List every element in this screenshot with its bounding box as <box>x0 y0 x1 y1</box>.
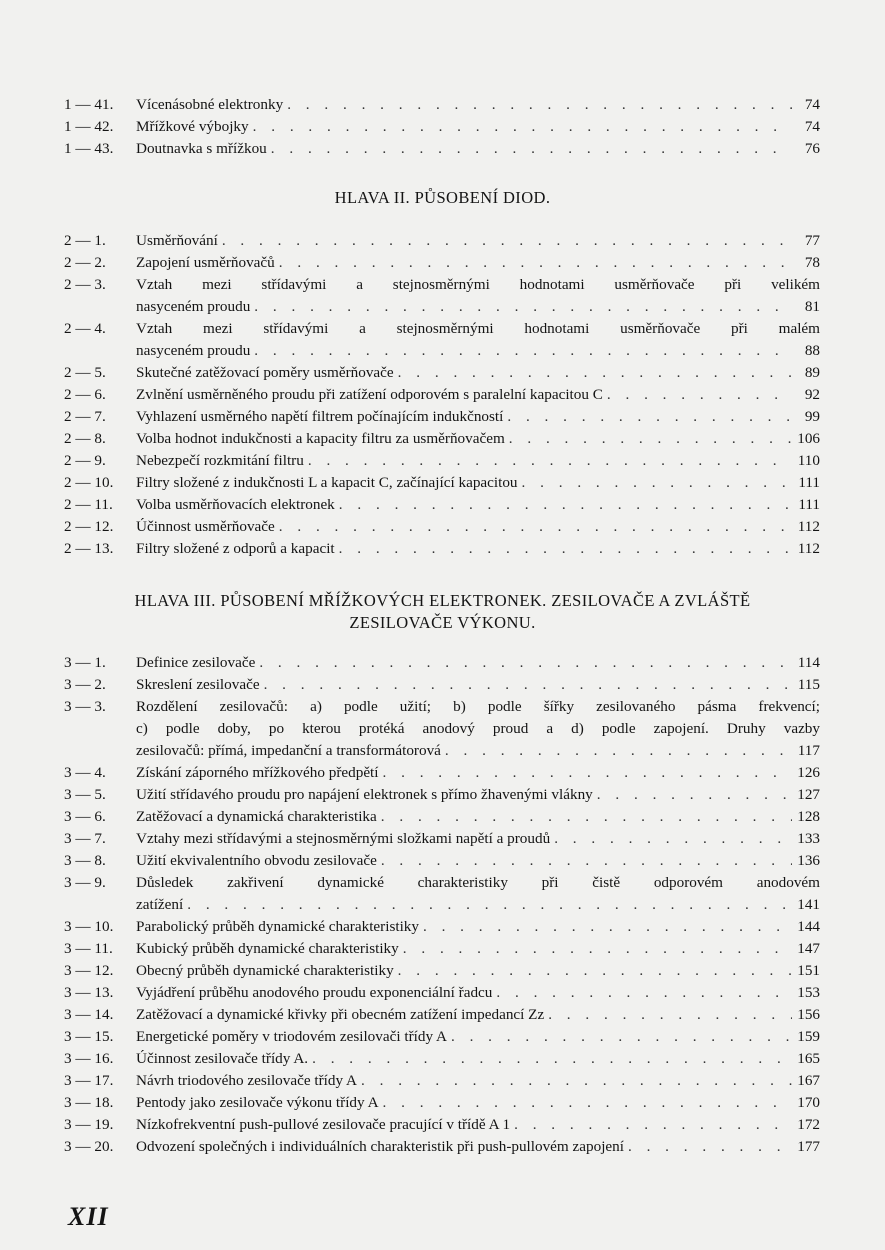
toc-entry <box>64 94 820 116</box>
dot-leader <box>287 94 792 116</box>
dot-leader <box>339 494 792 516</box>
dot-leader <box>312 1048 792 1070</box>
dot-leader <box>554 828 792 850</box>
dot-leader <box>361 1070 792 1092</box>
toc-entry-title: Získání záporného mřížkového předpětí <box>136 764 379 781</box>
toc-entry-title: Usměrňování <box>136 232 218 249</box>
toc-entry-title-line: Vztah mezi střídavými a stejnosměrnými hodnotami usměrňovače při malém <box>136 320 820 337</box>
toc-entry-page: 147 <box>797 940 820 957</box>
toc-entry <box>64 806 820 828</box>
toc-entry-title: Vztahy mezi střídavými a stejnosměrnými složkami napětí a proudů <box>136 830 551 847</box>
toc-entry <box>64 138 820 160</box>
toc-entry <box>64 762 820 784</box>
toc-entry-page: 99 <box>804 408 820 425</box>
toc-entry-page: 74 <box>804 118 820 135</box>
toc-entry-title: Kubický průběh dynamické charakteristiky <box>136 940 399 957</box>
toc-entry <box>64 252 820 274</box>
dot-leader <box>381 850 792 872</box>
toc-entry <box>64 872 820 916</box>
toc-entry <box>64 384 820 406</box>
toc-entry <box>64 1048 820 1070</box>
toc-entry-page: 78 <box>804 254 820 271</box>
toc-entry <box>64 494 820 516</box>
toc-entry-number: 2 — 11. <box>64 496 113 513</box>
dot-leader <box>383 1092 792 1114</box>
dot-leader <box>509 428 792 450</box>
toc-entry <box>64 784 820 806</box>
toc-entry <box>64 938 820 960</box>
toc-entry-number: 2 — 12. <box>64 518 114 535</box>
toc-entry-page: 112 <box>797 540 820 557</box>
toc-entry-title: Mřížkové výbojky <box>136 118 249 135</box>
toc-entry <box>64 362 820 384</box>
toc-entry-number: 3 — 20. <box>64 1138 114 1155</box>
dot-leader <box>253 116 792 138</box>
dot-leader <box>423 916 792 938</box>
dot-leader <box>496 982 792 1004</box>
dot-leader <box>628 1136 792 1158</box>
toc-entry-number: 3 — 3. <box>64 698 106 715</box>
toc-entry-number: 3 — 8. <box>64 852 106 869</box>
toc-entry-number: 1 — 42. <box>64 118 114 135</box>
dot-leader <box>548 1004 792 1026</box>
toc-entry-title: Skutečné zatěžovací poměry usměrňovače <box>136 364 394 381</box>
toc-entry-number: 2 — 7. <box>64 408 106 425</box>
toc-entry-title: Zvlnění usměrněného proudu při zatížení odporovém s paralelní kapacitou C <box>136 386 603 403</box>
toc-entry-number: 3 — 13. <box>64 984 114 1001</box>
dot-leader <box>254 296 792 318</box>
toc-entry-number: 3 — 6. <box>64 808 106 825</box>
dot-leader <box>339 538 792 560</box>
toc-entry-number: 3 — 11. <box>64 940 113 957</box>
dot-leader <box>383 762 793 784</box>
toc-entry-number: 3 — 4. <box>64 764 106 781</box>
toc-entry-number: 1 — 43. <box>64 140 114 157</box>
toc-entry-number: 3 — 17. <box>64 1072 114 1089</box>
toc-entry <box>64 450 820 472</box>
toc-entry-number: 3 — 14. <box>64 1006 114 1023</box>
toc-entry-number: 2 — 5. <box>64 364 106 381</box>
toc-entry-title: Vyjádření průběhu anodového proudu exponenciální řadcu <box>136 984 493 1001</box>
toc-entry <box>64 230 820 252</box>
chapter-2-heading: HLAVA II. PŮSOBENÍ DIOD. <box>334 188 551 207</box>
toc-entry-title: Zatěžovací a dynamická charakteristika <box>136 808 377 825</box>
toc-entry-page: 141 <box>797 896 820 913</box>
toc-entry <box>64 916 820 938</box>
toc-entry-page: 151 <box>797 962 820 979</box>
toc-entry-title: Vyhlazení usměrného napětí filtrem počínajícím indukčností <box>136 408 504 425</box>
toc-entry-page: 126 <box>797 764 820 781</box>
toc-entry-title: Účinnost zesilovače třídy A. <box>136 1050 309 1067</box>
toc-entry-number: 2 — 3. <box>64 276 106 293</box>
toc-entry-page: 106 <box>797 430 820 447</box>
toc-entry-number: 3 — 5. <box>64 786 106 803</box>
chapter-3-heading-line-1: HLAVA III. PŮSOBENÍ MŘÍŽKOVÝCH ELEKTRONEK. ZESILOVAČE A ZVLÁŠTĚ <box>134 591 751 610</box>
dot-leader <box>398 362 792 384</box>
toc-entry-page: 92 <box>804 386 820 403</box>
toc-entry-title: Doutnavka s mřížkou <box>136 140 267 157</box>
toc-entry-page: 153 <box>797 984 820 1001</box>
toc-entry-number: 2 — 9. <box>64 452 106 469</box>
toc-entry <box>64 1004 820 1026</box>
toc-entry-page: 110 <box>797 452 820 469</box>
toc-entry-page: 170 <box>797 1094 820 1111</box>
toc-entry-number: 3 — 19. <box>64 1116 114 1133</box>
toc-entry-page: 159 <box>797 1028 820 1045</box>
toc-entry-title: Parabolický průběh dynamické charakteristiky <box>136 918 419 935</box>
dot-leader <box>271 138 792 160</box>
toc-entry-title-line: Rozdělení zesilovačů: a) podle užití; b) podle šířky zesilovaného pásma frekvencí; <box>136 698 820 715</box>
toc-entry-page: 77 <box>804 232 820 249</box>
toc-entry <box>64 1114 820 1136</box>
dot-leader <box>514 1114 792 1136</box>
dot-leader <box>597 784 792 806</box>
toc-entry <box>64 1026 820 1048</box>
toc-entry-page: 114 <box>797 654 820 671</box>
toc-entry <box>64 696 820 762</box>
toc-entry-title: Účinnost usměrňovače <box>136 518 275 535</box>
toc-entry <box>64 982 820 1004</box>
dot-leader <box>279 516 792 538</box>
toc-entry-page: 111 <box>798 474 820 491</box>
dot-leader <box>259 652 792 674</box>
toc-entry-number: 2 — 13. <box>64 540 114 557</box>
dot-leader <box>445 740 792 762</box>
toc-entry <box>64 516 820 538</box>
toc-entry-title: Nebezpečí rozkmitání filtru <box>136 452 304 469</box>
dot-leader <box>607 384 792 406</box>
page-folio: XII <box>68 1202 109 1231</box>
dot-leader <box>507 406 792 428</box>
dot-leader <box>187 894 792 916</box>
toc-entry-title: Pentody jako zesilovače výkonu třídy A <box>136 1094 379 1111</box>
toc-entry-page: 128 <box>797 808 820 825</box>
toc-entry-number: 3 — 16. <box>64 1050 114 1067</box>
toc-entry-number: 2 — 2. <box>64 254 106 271</box>
toc-entry-title: Návrh triodového zesilovače třídy A <box>136 1072 357 1089</box>
toc-entry-title: zesilovačů: přímá, impedanční a transformátorová <box>136 742 441 759</box>
toc-entry-title: Odvození společných i individuálních charakteristik při push-pullovém zapojení <box>136 1138 624 1155</box>
toc-entry-number: 2 — 6. <box>64 386 106 403</box>
toc-entry-title: Filtry složené z indukčnosti L a kapacit C, začínající kapacitou <box>136 474 518 491</box>
toc-entry <box>64 652 820 674</box>
toc-entry-page: 112 <box>797 518 820 535</box>
dot-leader <box>254 340 792 362</box>
toc-entry-number: 3 — 1. <box>64 654 106 671</box>
toc-entry-number: 3 — 18. <box>64 1094 114 1111</box>
toc-entry-number: 3 — 7. <box>64 830 106 847</box>
toc-entry-title: Volba hodnot indukčnosti a kapacity filtru za usměrňovačem <box>136 430 505 447</box>
toc-entry-number: 2 — 1. <box>64 232 106 249</box>
toc-entry <box>64 116 820 138</box>
toc-entry-title: Energetické poměry v triodovém zesilovači třídy A <box>136 1028 447 1045</box>
toc-entry-page: 74 <box>804 96 820 113</box>
toc-entry-page: 117 <box>797 742 820 759</box>
toc-entry-title: Nízkofrekventní push-pullové zesilovače pracující v třídě A 1 <box>136 1116 511 1133</box>
toc-entry-page: 111 <box>798 496 820 513</box>
toc-entry-number: 2 — 8. <box>64 430 106 447</box>
toc-entry-page: 81 <box>804 298 820 315</box>
toc-entry-title: nasyceném proudu <box>136 342 251 359</box>
toc-entry-page: 165 <box>797 1050 820 1067</box>
dot-leader <box>398 960 792 982</box>
toc-entry <box>64 1070 820 1092</box>
dot-leader <box>222 230 792 252</box>
dot-leader <box>451 1026 792 1048</box>
toc-entry-number: 3 — 15. <box>64 1028 114 1045</box>
toc-entry-page: 144 <box>797 918 820 935</box>
toc-entry-title: Užití střídavého proudu pro napájení elektronek s přímo žhavenými vlákny <box>136 786 593 803</box>
toc-entry-title-line: Vztah mezi střídavými a stejnosměrnými hodnotami usměrňovače při velikém <box>136 276 820 293</box>
toc-entry-title: Filtry složené z odporů a kapacit <box>136 540 335 557</box>
toc-entry-number: 3 — 12. <box>64 962 114 979</box>
toc-entry-title: Obecný průběh dynamické charakteristiky <box>136 962 394 979</box>
toc-entry-title: Zapojení usměrňovačů <box>136 254 275 271</box>
toc-entry-number: 3 — 2. <box>64 676 106 693</box>
chapter-3-heading-line-2: ZESILOVAČE VÝKONU. <box>349 613 536 632</box>
toc-entry-page: 115 <box>797 676 820 693</box>
toc-entry <box>64 960 820 982</box>
toc-entry <box>64 318 820 362</box>
dot-leader <box>264 674 792 696</box>
toc-entry-title: Zatěžovací a dynamické křivky při obecném zatížení impedancí Zz <box>136 1006 545 1023</box>
toc-entry <box>64 850 820 872</box>
toc-entry-page: 177 <box>797 1138 820 1155</box>
toc-entry <box>64 674 820 696</box>
toc-entry-page: 156 <box>797 1006 820 1023</box>
toc-entry-title: Užití ekvivalentního obvodu zesilovače <box>136 852 377 869</box>
dot-leader <box>403 938 792 960</box>
dot-leader <box>381 806 792 828</box>
dot-leader <box>308 450 792 472</box>
toc-entry-page: 136 <box>797 852 820 869</box>
toc-entry-number: 2 — 10. <box>64 474 114 491</box>
toc-entry-page: 167 <box>797 1072 820 1089</box>
toc-entry <box>64 828 820 850</box>
toc-entry <box>64 472 820 494</box>
toc-entry-title: zatížení <box>136 896 184 913</box>
toc-entry-number: 1 — 41. <box>64 96 114 113</box>
toc-entry-title: nasyceném proudu <box>136 298 251 315</box>
toc-entry-page: 133 <box>797 830 820 847</box>
toc-entry <box>64 428 820 450</box>
toc-entry-title: Volba usměrňovacích elektronek <box>136 496 335 513</box>
toc-entry-number: 2 — 4. <box>64 320 106 337</box>
toc-entry-title-line: c) podle doby, po kterou protéká anodový proud a d) podle zapojení. Druhy vazby <box>136 720 820 737</box>
toc-entry-page: 76 <box>804 140 820 157</box>
toc-entry-title: Skreslení zesilovače <box>136 676 260 693</box>
toc-entry-number: 3 — 10. <box>64 918 114 935</box>
toc-entry-page: 172 <box>797 1116 820 1133</box>
toc-entry-page: 88 <box>804 342 820 359</box>
toc-entry-number: 3 — 9. <box>64 874 106 891</box>
toc-entry-title-line: Důsledek zakřivení dynamické charakteristiky při čistě odporovém anodovém <box>136 874 820 891</box>
toc-entry-title: Vícenásobné elektronky <box>136 96 284 113</box>
toc-entry-page: 127 <box>797 786 820 803</box>
toc-entry <box>64 1136 820 1158</box>
toc-entry-title: Definice zesilovače <box>136 654 256 671</box>
toc-entry-page: 89 <box>804 364 820 381</box>
toc-entry <box>64 274 820 318</box>
toc-entry <box>64 538 820 560</box>
toc-entry <box>64 406 820 428</box>
toc-entry <box>64 1092 820 1114</box>
dot-leader <box>279 252 792 274</box>
dot-leader <box>522 472 792 494</box>
